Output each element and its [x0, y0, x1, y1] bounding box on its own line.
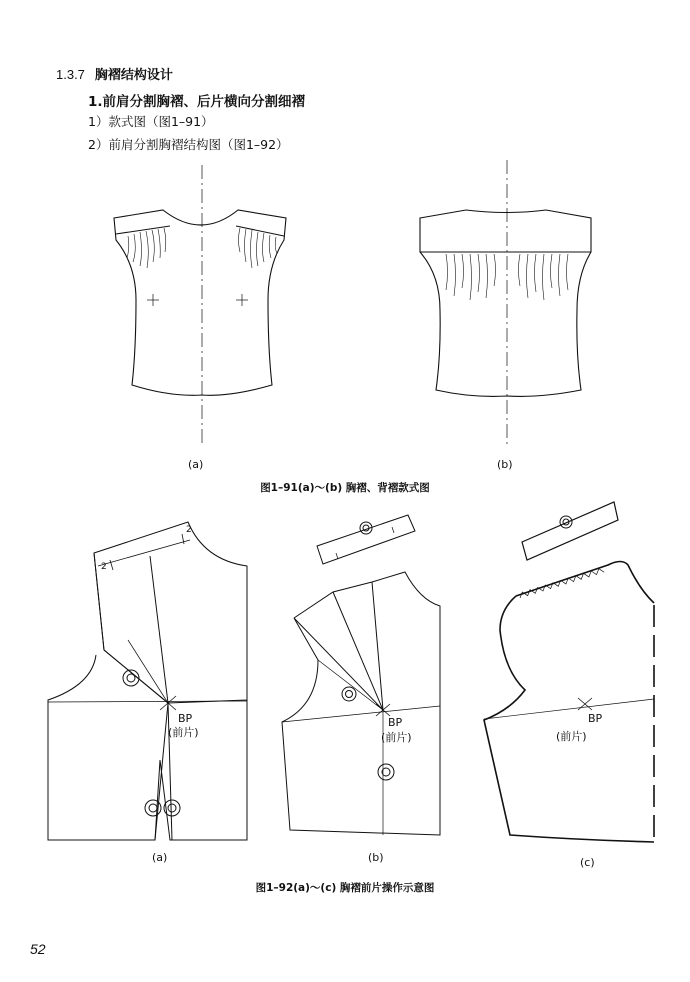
figure2-label-b: (b) — [368, 851, 384, 864]
figure2-b-front-label: (前片) — [381, 731, 412, 744]
figure2-b-bp-label: BP — [388, 716, 403, 729]
section-title: 胸褶结构设计 — [94, 68, 173, 83]
figure1-label-b: (b) — [497, 458, 513, 471]
list-item-structure-figure: 2）前肩分割胸褶结构图（图1–92） — [88, 137, 289, 152]
figure2-label-c: (c) — [580, 856, 595, 869]
list-item-style-figure: 1）款式图（图1–91） — [88, 114, 214, 129]
section-heading — [56, 64, 173, 83]
page-number: 52 — [30, 941, 46, 957]
figure2-c-bp-label: BP — [588, 712, 603, 725]
subsection-heading: 1.前肩分割胸褶、后片横向分割细褶 — [88, 94, 306, 110]
figure2-label-a: (a) — [152, 851, 168, 864]
section-number: 1.3.7 — [56, 67, 85, 82]
figure2-a-bp-label: BP — [178, 712, 193, 725]
figure2-a-dim-left: 2 — [101, 562, 107, 572]
figure2-a-dim-right: 2 — [186, 525, 192, 535]
figure1-caption: 图1–91(a)～(b) 胸褶、背褶款式图 — [260, 482, 430, 494]
figure2-c-front-label: (前片) — [556, 730, 587, 743]
figure2-caption: 图1–92(a)～(c) 胸褶前片操作示意图 — [255, 882, 435, 894]
figure2-a-front-label: (前片) — [168, 726, 199, 739]
figure1-label-a: (a) — [188, 458, 204, 471]
